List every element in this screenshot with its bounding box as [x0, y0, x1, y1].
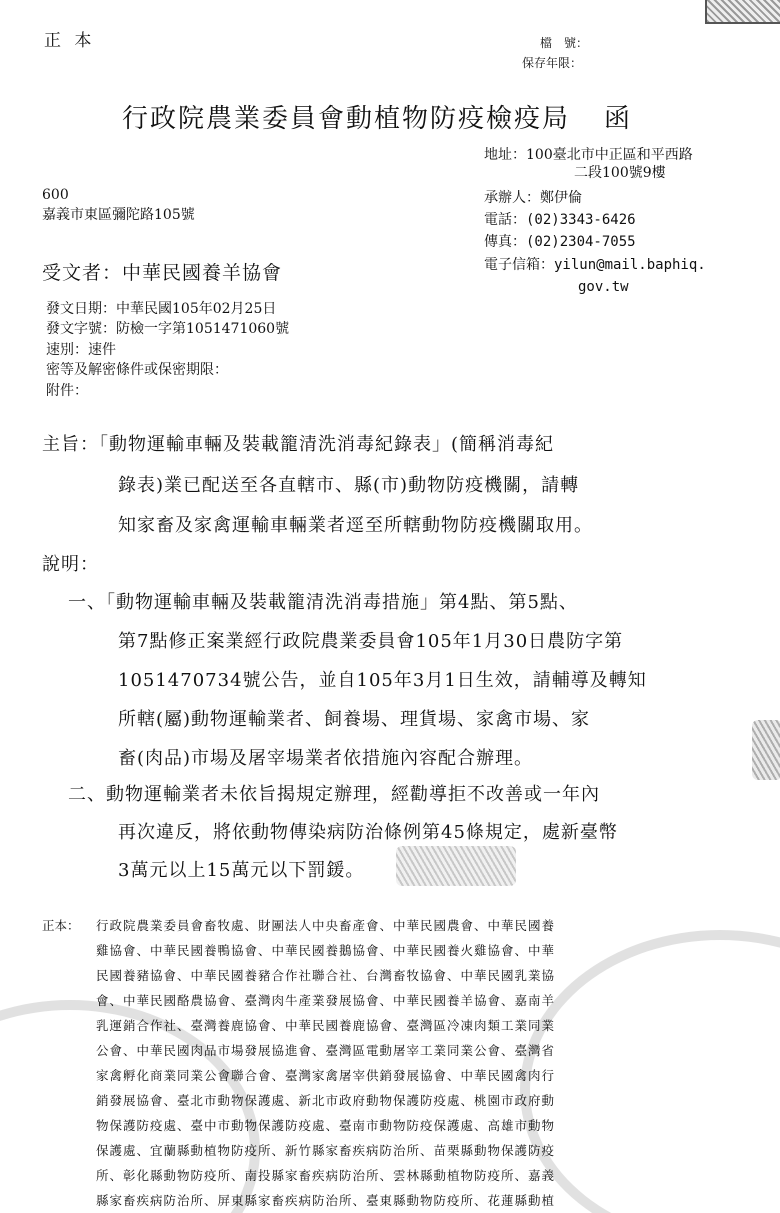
watermark-swirl [520, 930, 780, 1213]
contact-phone: 電話：(02)3343-6426 [484, 212, 636, 228]
explanation-item-1-line: 一、「動物運輸車輛及裝載籠清洗消毒措施」第4點、第5點、 [68, 592, 578, 613]
explanation-item-1-line: 所轄(屬)動物運輸業者、飼養場、理貨場、家禽市場、家 [118, 709, 591, 730]
distribution-line: 銷發展協會、臺北市動物保護處、新北市政府動物保護防疫處、桃園市政府動 [96, 1093, 556, 1108]
sender-address-line1: 地址：100臺北市中正區和平西路 [484, 147, 693, 163]
distribution-line: 公會、中華民國肉品市場發展協進會、臺灣區電動屠宰工業同業公會、臺灣省 [96, 1043, 556, 1058]
original-copy-mark: 正 本 [44, 31, 96, 51]
agency-title [122, 98, 632, 135]
sender-address-line2: 二段100號9樓 [574, 165, 666, 181]
attachment: 附件： [46, 383, 88, 399]
distribution-line: 乳運銷合作社、臺灣養鹿協會、中華民國養鹿協會、臺灣區冷凍肉類工業同業 [96, 1018, 556, 1033]
distribution-line: 所、彰化縣動物防疫所、南投縣家畜疾病防治所、雲林縣動植物防疫所、嘉義 [96, 1168, 556, 1183]
seal-stamp-artifact [752, 720, 780, 780]
explanation-item-2-line: 3萬元以上15萬元以下罰鍰。 [118, 860, 365, 881]
distribution-line: 行政院農業委員會畜牧處、財團法人中央畜產會、中華民國農會、中華民國養 [96, 918, 556, 933]
document-number: 發文字號：防檢一字第1051471060號 [46, 321, 290, 337]
recipient-postal-code: 600 [42, 187, 69, 203]
distribution-line: 物保護防疫處、臺中市動物保護防疫處、臺南市動物防疫保護處、高雄市動物 [96, 1118, 556, 1133]
recipient-street-address: 嘉義市東區彌陀路105號 [42, 207, 195, 223]
explanation-item-2-line: 再次違反，將依動物傳染病防治條例第45條規定，處新臺幣 [118, 822, 618, 843]
distribution-line: 會、中華民國酪農協會、臺灣肉牛產業發展協會、中華民國養羊協會、嘉南羊 [96, 993, 556, 1008]
distribution-label: 正本： [42, 918, 80, 933]
explanation-item-1-line: 1051470734號公告，並自105年3月1日生效，請輔導及轉知 [118, 670, 647, 691]
penalty-stamp-artifact [396, 846, 516, 886]
distribution-line: 家禽孵化商業同業公會聯合會、臺灣家禽屠宰供銷發展協會、中華民國禽肉行 [96, 1068, 556, 1083]
explanation-item-1-line: 第7點修正案業經行政院農業委員會105年1月30日農防字第 [118, 631, 624, 652]
contact-email-line2: gov.tw [578, 279, 629, 295]
distribution-line: 雞協會、中華民國養鴨協會、中華民國養鵝協會、中華民國養火雞協會、中華 [96, 943, 556, 958]
file-number-label: 檔 號： [540, 36, 589, 50]
issue-date: 發文日期：中華民國105年02月25日 [46, 301, 277, 317]
subject-line: 錄表)業已配送至各直轄市、縣(市)動物防疫機關，請轉 [118, 475, 580, 496]
distribution-line: 保護處、宜蘭縣動植物防疫所、新竹縣家畜疾病防治所、苗栗縣動物保護防疫 [96, 1143, 556, 1158]
agency-name: 行政院農業委員會動植物防疫檢疫局 [122, 104, 571, 134]
recipient-line: 受文者：中華民國養羊協會 [42, 262, 283, 284]
priority: 速別：速件 [46, 342, 116, 358]
handler-name: 承辦人：鄭伊倫 [484, 190, 582, 206]
distribution-line: 縣家畜疾病防治所、屏東縣家畜疾病防治所、臺東縣動物防疫所、花蓮縣動植 [96, 1193, 556, 1208]
subject-line: 主旨：「動物運輸車輛及裝載籠清洗消毒紀錄表」(簡稱消毒紀 [42, 434, 555, 455]
document-type: 函 [604, 104, 633, 134]
retention-period-label: 保存年限： [522, 56, 583, 70]
contact-email-line1: 電子信箱：yilun@mail.baphiq. [484, 257, 706, 273]
distribution-line: 民國養豬協會、中華民國養豬合作社聯合社、台灣畜牧協會、中華民國乳業協 [96, 968, 556, 983]
contact-fax: 傳真：(02)2304-7055 [484, 234, 636, 250]
explanation-item-1-line: 畜(肉品)市場及屠宰場業者依措施內容配合辦理。 [118, 748, 534, 769]
corner-stamp-artifact [705, 0, 780, 24]
explanation-item-2-line: 二、動物運輸業者未依旨揭規定辦理，經勸導拒不改善或一年內 [68, 784, 600, 805]
explanation-label: 說明： [42, 554, 99, 575]
classification: 密等及解密條件或保密期限： [46, 362, 228, 378]
subject-line: 知家畜及家禽運輸車輛業者逕至所轄動物防疫機關取用。 [118, 515, 593, 536]
